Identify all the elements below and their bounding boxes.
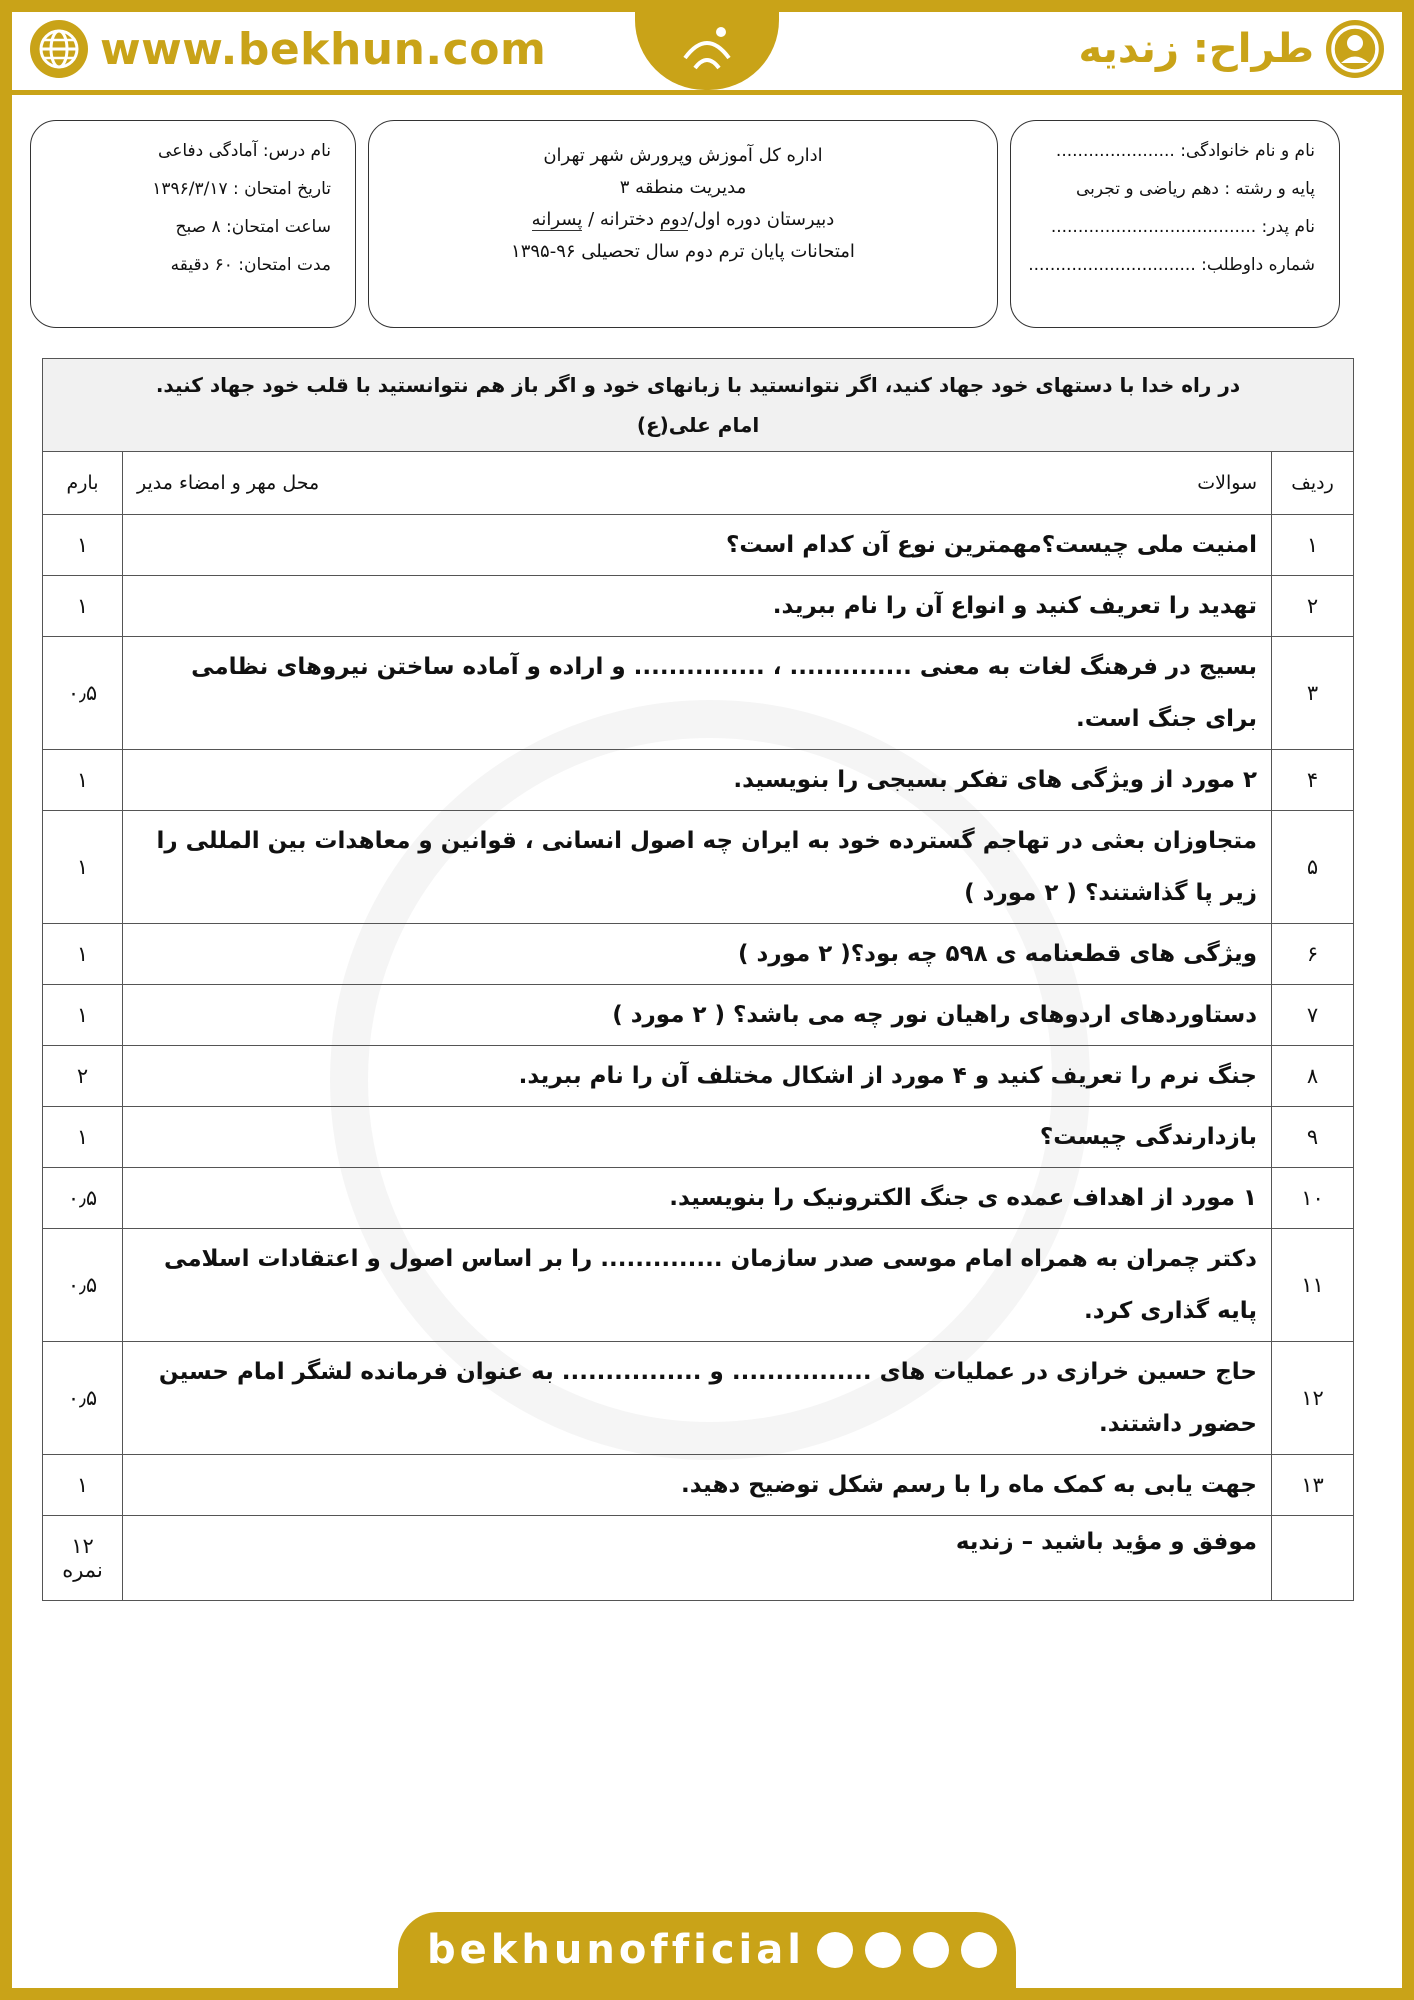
telegram-icon[interactable] <box>865 1932 901 1968</box>
question-number: ۴ <box>1272 750 1354 811</box>
question-number: ۲ <box>1272 576 1354 637</box>
exam-duration: مدت امتحان: ۶۰ دقیقه <box>170 255 331 275</box>
designer <box>1079 20 1384 78</box>
question-number: ۱۰ <box>1272 1168 1354 1229</box>
question-score: ۱ <box>43 811 123 924</box>
question-row <box>43 1046 1354 1107</box>
header-score: بارم <box>43 452 123 515</box>
globe-icon <box>30 20 88 78</box>
question-row <box>43 637 1354 750</box>
school-type-prefix: دبیرستان دوره اول/ <box>687 209 835 230</box>
school-type-second: دوم <box>659 209 688 230</box>
question-text: بسیج در فرهنگ لغات به معنی .............. ، ............... و اراده و آماده ساختن نیروهای نظامی برای جنگ است. <box>123 637 1272 750</box>
question-number: ۱۱ <box>1272 1229 1354 1342</box>
course-name: نام درس: آمادگی دفاعی <box>158 141 331 161</box>
question-text: بازدارندگی چیست؟ <box>123 1107 1272 1168</box>
question-number: ۱۲ <box>1272 1342 1354 1455</box>
instagram-icon[interactable] <box>817 1932 853 1968</box>
quote-row <box>43 359 1354 452</box>
question-score: ۱ <box>43 1107 123 1168</box>
question-number: ۶ <box>1272 924 1354 985</box>
student-info-box <box>1010 120 1340 328</box>
question-text: تهدید را تعریف کنید و انواع آن را نام ببرید. <box>123 576 1272 637</box>
question-row <box>43 1455 1354 1516</box>
question-row <box>43 515 1354 576</box>
question-score: ۱ <box>43 750 123 811</box>
question-score: ۰٫۵ <box>43 637 123 750</box>
question-number: ۹ <box>1272 1107 1354 1168</box>
question-row <box>43 985 1354 1046</box>
question-row <box>43 576 1354 637</box>
exam-time: ساعت امتحان: ۸ صبح <box>175 217 331 237</box>
question-score: ۱ <box>43 985 123 1046</box>
question-number: ۵ <box>1272 811 1354 924</box>
office-title: اداره کل آموزش وپرورش شهر تهران <box>543 145 823 166</box>
header-questions <box>123 452 1272 515</box>
question-number: ۱۳ <box>1272 1455 1354 1516</box>
school-info-box <box>368 120 998 328</box>
district-title: مدیریت منطقه ۳ <box>619 177 747 198</box>
header-questions-label: سوالات <box>1197 472 1257 494</box>
question-number: ۷ <box>1272 985 1354 1046</box>
table-header <box>43 452 1354 515</box>
total-score-label: نمره <box>62 1558 103 1582</box>
question-text: ۲ مورد از ویژگی های تفکر بسیجی را بنویسید. <box>123 750 1272 811</box>
student-name-field: نام و نام خانوادگی: ...................... <box>1055 141 1315 161</box>
father-name-field: نام پدر: ...................................... <box>1050 217 1315 237</box>
closing-wish: موفق و مؤید باشید – زندیه <box>123 1516 1272 1601</box>
question-text: جهت یابی به کمک ماه را با رسم شکل توضیح دهید. <box>123 1455 1272 1516</box>
footer-row <box>43 1516 1354 1601</box>
social-handle[interactable]: bekhunofficial <box>427 1927 805 1973</box>
youtube-icon[interactable] <box>913 1932 949 1968</box>
question-score: ۲ <box>43 1046 123 1107</box>
question-row <box>43 1229 1354 1342</box>
aparat-icon[interactable] <box>961 1932 997 1968</box>
question-rows <box>43 515 1354 1516</box>
question-text: ۱ مورد از اهداف عمده ی جنگ الکترونیک را بنویسید. <box>123 1168 1272 1229</box>
quote-cell <box>43 359 1354 452</box>
question-number: ۱ <box>1272 515 1354 576</box>
question-row <box>43 750 1354 811</box>
question-score: ۱ <box>43 1455 123 1516</box>
school-type-boys: پسرانه <box>531 209 583 230</box>
exam-term: امتحانات پایان ترم دوم سال تحصیلی ۹۶-۱۳۹۵ <box>511 241 855 262</box>
exam-date: تاریخ امتحان : ۱۳۹۶/۳/۱۷ <box>152 179 331 199</box>
total-score-cell <box>43 1516 123 1601</box>
candidate-number-field: شماره داوطلب: ............................... <box>1028 255 1315 275</box>
logo-icon <box>675 18 739 82</box>
user-icon <box>1326 20 1384 78</box>
question-number: ۸ <box>1272 1046 1354 1107</box>
school-type <box>369 209 997 230</box>
question-text: دستاوردهای اردوهای راهیان نور چه می باشد؟ ( ۲ مورد ) <box>123 985 1272 1046</box>
social-bar <box>398 1912 1016 1988</box>
header-stamp-label: محل مهر و امضاء مدیر <box>137 472 320 494</box>
question-score: ۰٫۵ <box>43 1229 123 1342</box>
school-type-mid: دخترانه / <box>582 209 660 230</box>
question-text: ویژگی های قطعنامه ی ۵۹۸ چه بود؟( ۲ مورد ) <box>123 924 1272 985</box>
quote-author: امام علی(ع) <box>636 413 760 437</box>
site-link[interactable] <box>30 20 546 78</box>
question-text: امنیت ملی چیست؟مهمترین نوع آن کدام است؟ <box>123 515 1272 576</box>
question-score: ۰٫۵ <box>43 1168 123 1229</box>
header-row-number: ردیف <box>1272 452 1354 515</box>
designer-name: طراح: زندیه <box>1078 26 1314 72</box>
questions-table <box>42 358 1354 1601</box>
question-row <box>43 811 1354 924</box>
question-score: ۰٫۵ <box>43 1342 123 1455</box>
site-url: www.bekhun.com <box>100 23 547 75</box>
question-score: ۱ <box>43 515 123 576</box>
quote-text: در راه خدا با دستهای خود جهاد کنید، اگر نتوانستید با زبانهای خود و اگر باز هم نتوانستید با قلب خود جهاد کنید. <box>155 373 1241 397</box>
footer-empty-cell <box>1272 1516 1354 1601</box>
question-row <box>43 924 1354 985</box>
question-row <box>43 1168 1354 1229</box>
question-text: دکتر چمران به همراه امام موسی صدر سازمان .............. را بر اساس اصول و اعتقادات اسلامی پایه گذاری کرد. <box>123 1229 1272 1342</box>
question-text: حاج حسین خرازی در عملیات های ................ و ................ به عنوان فرمانده لشگر امام حسین حضور داشتند. <box>123 1342 1272 1455</box>
question-number: ۳ <box>1272 637 1354 750</box>
exam-info-box <box>30 120 356 328</box>
total-score: ۱۲ <box>71 1534 94 1558</box>
question-text: جنگ نرم را تعریف کنید و ۴ مورد از اشکال مختلف آن را نام ببرید. <box>123 1046 1272 1107</box>
question-score: ۱ <box>43 924 123 985</box>
grade-field: پایه و رشته : دهم ریاضی و تجربی <box>1076 179 1315 199</box>
question-score: ۱ <box>43 576 123 637</box>
question-text: متجاوزان بعثی در تهاجم گسترده خود به ایران چه اصول انسانی ، قوانین و معاهدات بین المللی را زیر پا گذاشتند؟ ( ۲ مورد ) <box>123 811 1272 924</box>
question-row <box>43 1342 1354 1455</box>
question-row <box>43 1107 1354 1168</box>
